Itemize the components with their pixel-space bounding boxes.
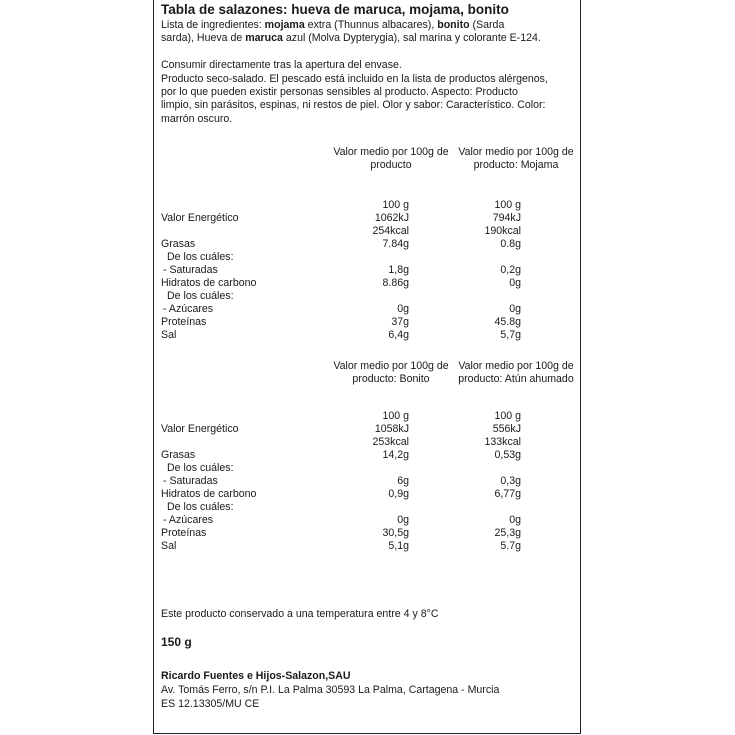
label-protein: Proteínas [161, 316, 207, 328]
table2-col1-kj: 1058kJ [374, 423, 409, 435]
table1-col2-header: Valor medio por 100g de producto: Mojama [458, 146, 574, 171]
table1-col2-salt: 5,7g [500, 329, 521, 341]
table1-col2-sugars: 0g [509, 303, 521, 315]
label-carbs: Hidratos de carbono [161, 488, 257, 500]
label-energy: Valor Energético [161, 423, 239, 435]
table1-col2-kj: 794kJ [492, 212, 521, 224]
table1-col1-salt: 6,4g [388, 329, 409, 341]
table2-col1-carbs: 0,9g [388, 488, 409, 500]
label-energy: Valor Energético [161, 212, 239, 224]
note-line: Producto seco-salado. El pescado está incluido en la lista de productos alérgenos, [161, 73, 548, 85]
ingredient-bonito: bonito [437, 19, 470, 31]
ingredients-text: azul (Molva Dypterygia), sal marina y colorante E-124. [285, 32, 541, 44]
label-sugars: - Azúcares [163, 514, 214, 526]
table2-col2-per: 100 g [494, 410, 521, 422]
label-of-which: De los cuáles: [167, 462, 234, 474]
page-title: Tabla de salazones: hueva de maruca, mojama, bonito [161, 2, 509, 17]
table2-col1-header: Valor medio por 100g de producto: Bonito [333, 360, 449, 385]
table1-col1-per: 100 g [382, 199, 409, 211]
ingredients-text: (Sarda [472, 19, 505, 31]
table2-col2-sugars: 0g [509, 514, 521, 526]
label-salt: Sal [161, 329, 177, 341]
label-saturated: - Saturadas [163, 264, 218, 276]
label-fat: Grasas [161, 449, 196, 461]
table1-col1-carbs: 8.86g [382, 277, 409, 289]
label-of-which: De los cuáles: [167, 290, 234, 302]
label-protein: Proteínas [161, 527, 207, 539]
ingredients-lead: Lista de ingredientes: [161, 19, 262, 31]
table1-col2-fat: 0.8g [500, 238, 521, 250]
note-line: Consumir directamente tras la apertura del envase. [161, 59, 402, 71]
note-line: por lo que pueden existir personas sensibles al producto. Aspecto: Producto [161, 86, 518, 98]
table2-col1-fat: 14,2g [382, 449, 409, 461]
table1-col2-kcal: 190kcal [484, 225, 521, 237]
table2-col2-protein: 25,3g [494, 527, 521, 539]
table1-col1-fat: 7.84g [382, 238, 409, 250]
table1-col1-kcal: 254kcal [372, 225, 409, 237]
table1-col1-sugars: 0g [397, 303, 409, 315]
company-name: Ricardo Fuentes e Hijos-Salazon,SAU [161, 670, 351, 682]
table2-col1-sugars: 0g [397, 514, 409, 526]
ingredients-line-1 [161, 19, 504, 32]
ingredients-line-2 [161, 32, 541, 45]
table1-col2-protein: 45.8g [494, 316, 521, 328]
table1-col1-protein: 37g [391, 316, 409, 328]
ingredients-text: sarda), Hueva de [161, 32, 243, 44]
table1-col1-header: Valor medio por 100g de producto [333, 146, 449, 171]
company-address: Av. Tomás Ferro, s/n P.I. La Palma 30593 La Palma, Cartagena - Murcia [161, 684, 500, 696]
label-saturated: - Saturadas [163, 475, 218, 487]
table1-col2-carbs: 0g [509, 277, 521, 289]
ingredient-maruca: maruca [245, 32, 283, 44]
table2-col2-sat: 0,3g [500, 475, 521, 487]
table1-col2-per: 100 g [494, 199, 521, 211]
label-carbs: Hidratos de carbono [161, 277, 257, 289]
label-of-which: De los cuáles: [167, 251, 234, 263]
table2-col2-kj: 556kJ [492, 423, 521, 435]
table2-col2-salt: 5.7g [500, 540, 521, 552]
table2-col2-kcal: 133kcal [484, 436, 521, 448]
table2-col1-sat: 6g [397, 475, 409, 487]
label-of-which: De los cuáles: [167, 501, 234, 513]
table2-col2-header: Valor medio por 100g de producto: Atún ahumado [458, 360, 574, 385]
storage-note: Este producto conservado a una temperatura entre 4 y 8°C [161, 608, 439, 620]
table2-col2-fat: 0,53g [494, 449, 521, 461]
label-sugars: - Azúcares [163, 303, 214, 315]
table2-col1-salt: 5,1g [388, 540, 409, 552]
table2-col2-carbs: 6,77g [494, 488, 521, 500]
table2-col1-per: 100 g [382, 410, 409, 422]
table2-col1-protein: 30,5g [382, 527, 409, 539]
note-line: limpio, sin parásitos, espinas, ni restos de piel. Olor y sabor: Característico. Color: [161, 99, 546, 111]
ingredient-mojama: mojama [264, 19, 305, 31]
table2-col1-kcal: 253kcal [372, 436, 409, 448]
table1-col1-kj: 1062kJ [374, 212, 409, 224]
health-registry: ES 12.13305/MU CE [161, 698, 260, 710]
table1-col2-sat: 0,2g [500, 264, 521, 276]
table1-col1-sat: 1,8g [388, 264, 409, 276]
note-line: marrón oscuro. [161, 113, 233, 125]
net-weight: 150 g [161, 635, 192, 649]
label-salt: Sal [161, 540, 177, 552]
ingredients-text: extra (Thunnus albacares), [307, 19, 435, 31]
label-fat: Grasas [161, 238, 196, 250]
